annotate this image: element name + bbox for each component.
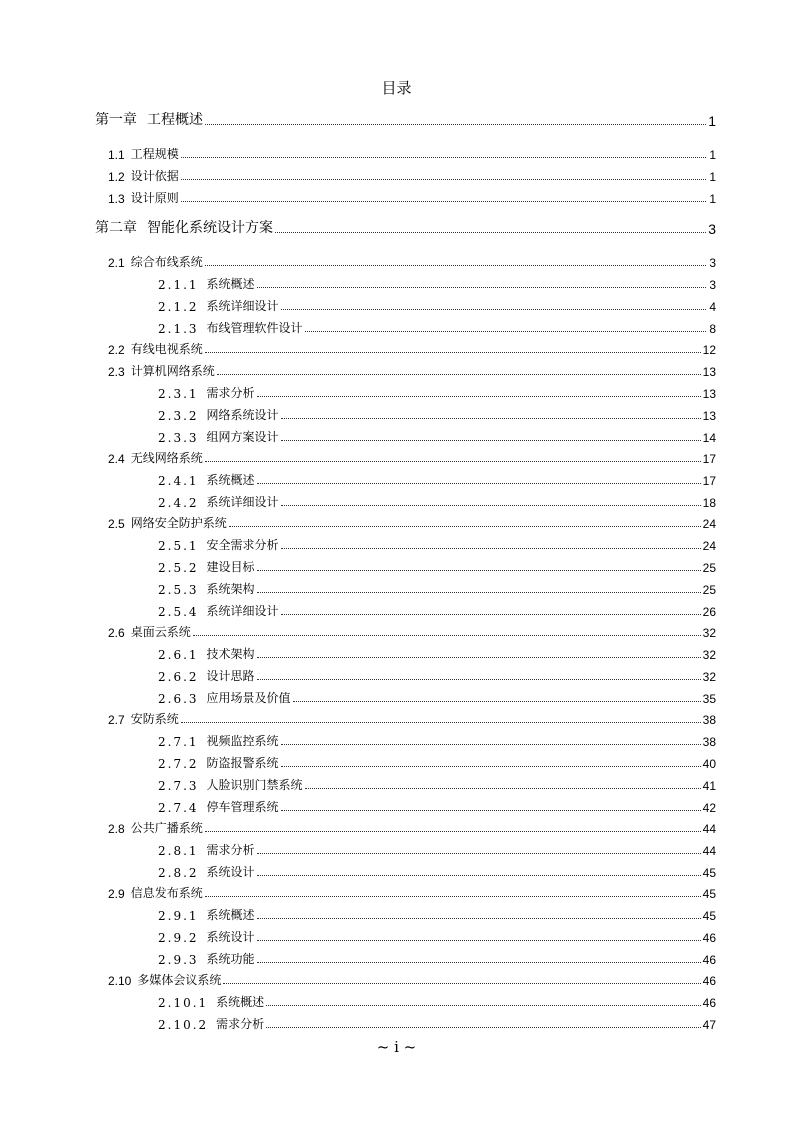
toc-entry-text: 网络安全防护系统 (130, 516, 227, 530)
toc-entry[interactable] (158, 533, 716, 553)
toc-entry-number: 2.6.3 (158, 692, 199, 706)
toc-entry-text: 系统架构 (206, 582, 255, 596)
toc-entry[interactable] (158, 990, 716, 1010)
toc-entry-text: 需求分析 (206, 843, 255, 857)
toc-entry-number: 2.5 (108, 517, 125, 531)
toc-entry[interactable] (108, 446, 716, 466)
toc-entry-label (158, 493, 279, 510)
toc-dot-leader (281, 547, 701, 549)
toc-entry[interactable] (158, 903, 716, 923)
toc-entry-page: 13 (702, 409, 716, 423)
toc-entry[interactable] (108, 186, 716, 206)
toc-entry[interactable] (158, 468, 716, 488)
toc-entry[interactable] (158, 773, 716, 793)
toc-entry-page: 45 (702, 909, 716, 923)
toc-entry[interactable] (108, 337, 716, 357)
page-number-footer: ~ i ~ (376, 1038, 417, 1056)
toc-entry[interactable] (108, 250, 716, 270)
toc-entry[interactable] (158, 1012, 716, 1032)
toc-entry-page: 46 (702, 996, 716, 1010)
toc-entry-text: 设计原则 (130, 191, 179, 205)
toc-entry-text: 设计依据 (130, 169, 179, 183)
toc-entry-text: 系统详细设计 (206, 495, 279, 509)
toc-dot-leader (266, 1004, 700, 1006)
toc-entry-number: 2.4 (108, 452, 125, 466)
toc-entry-number: 2.8 (108, 822, 125, 836)
toc-entry-text: 需求分析 (206, 386, 255, 400)
toc-dot-leader (205, 123, 706, 125)
toc-entry-number: 2.6 (108, 626, 125, 640)
toc-dot-leader (205, 460, 701, 462)
toc-entry-page: 26 (702, 605, 716, 619)
toc-entry[interactable] (158, 599, 716, 619)
toc-entry-number: 2.4.1 (158, 474, 199, 488)
toc-entry-text: 综合布线系统 (130, 255, 203, 269)
toc-entry-text: 建设目标 (206, 560, 255, 574)
toc-entry-number: 2.4.2 (158, 496, 199, 510)
toc-entry-page: 46 (702, 974, 716, 988)
toc-entry-text: 视频监控系统 (206, 734, 279, 748)
toc-entry-label (108, 710, 179, 727)
toc-entry[interactable] (108, 142, 716, 162)
toc-dot-leader (266, 1026, 700, 1028)
toc-entry-page: 3 (708, 221, 716, 237)
toc-entry-text: 安防系统 (130, 712, 179, 726)
toc-dot-leader (181, 178, 706, 180)
toc-dot-leader (257, 678, 701, 680)
toc-entry-text: 安全需求分析 (206, 538, 279, 552)
toc-dot-leader (257, 852, 701, 854)
toc-entry-label (158, 667, 255, 684)
toc-dot-leader (257, 395, 701, 397)
toc-dot-leader (181, 200, 706, 202)
toc-entry[interactable] (158, 838, 716, 858)
toc-dot-leader (281, 613, 701, 615)
toc-entry-page: 3 (709, 278, 716, 292)
toc-entry-label (158, 406, 279, 423)
toc-dot-leader (205, 351, 701, 353)
toc-entry-text: 系统详细设计 (206, 604, 279, 618)
toc-entry-page: 32 (702, 648, 716, 662)
toc-entry-label (95, 109, 203, 129)
toc-entry-number: 2.7.1 (158, 735, 199, 749)
toc-entry-number: 2.5.4 (158, 605, 199, 619)
toc-entry-text: 组网方案设计 (206, 430, 279, 444)
toc-entry-text: 多媒体会议系统 (137, 973, 222, 987)
toc-entry-text: 有线电视系统 (130, 342, 203, 356)
toc-entry-page: 13 (702, 365, 716, 379)
toc-entry-label (108, 623, 191, 640)
toc-entry[interactable] (158, 316, 716, 336)
toc-dot-leader (257, 482, 701, 484)
toc-dot-leader (257, 569, 701, 571)
toc-entry[interactable] (158, 860, 716, 880)
toc-entry-number: 2.7.2 (158, 757, 199, 771)
toc-entry-number: 2.8.2 (158, 866, 199, 880)
toc-entry-number: 2.1 (108, 256, 125, 270)
toc-entry-number: 2.9.3 (158, 953, 199, 967)
toc-dot-leader (205, 895, 701, 897)
toc-entry-number: 2.5.1 (158, 539, 199, 553)
toc-dot-leader (281, 809, 701, 811)
toc-entry-text: 应用场景及价值 (206, 691, 291, 705)
toc-entry-page: 46 (702, 931, 716, 945)
toc-entry-label (108, 819, 203, 836)
toc-entry-page: 1 (709, 148, 716, 162)
toc-entry[interactable] (158, 555, 716, 575)
toc-entry[interactable] (158, 729, 716, 749)
toc-entry-text: 系统设计 (206, 865, 255, 879)
toc-entry-label (108, 362, 215, 379)
toc-entry-label (108, 971, 221, 988)
toc-entry-number: 2.6.2 (158, 670, 199, 684)
toc-dot-leader (257, 939, 701, 941)
toc-entry-number: 2.8.1 (158, 844, 199, 858)
toc-entry-number: 2.6.1 (158, 648, 199, 662)
toc-entry[interactable] (158, 272, 716, 292)
toc-dot-leader (205, 830, 701, 832)
toc-entry-label (158, 754, 279, 771)
toc-entry-page: 44 (702, 822, 716, 836)
toc-entry[interactable] (158, 294, 716, 314)
toc-dot-leader (305, 330, 706, 332)
toc-entry-text: 需求分析 (216, 1017, 265, 1031)
toc-entry-text: 停车管理系统 (206, 800, 279, 814)
toc-entry-label (158, 297, 279, 314)
toc-entry[interactable] (158, 686, 716, 706)
toc-entry-text: 技术架构 (206, 647, 255, 661)
toc-entry[interactable] (108, 359, 716, 379)
toc-entry-text: 系统概述 (206, 473, 255, 487)
toc-entry-text: 计算机网络系统 (130, 364, 215, 378)
toc-entry-page: 25 (702, 561, 716, 575)
toc-entry[interactable] (108, 707, 716, 727)
toc-entry-number: 2.2 (108, 343, 125, 357)
toc-entry-number: 第一章 (95, 112, 137, 128)
toc-entry-number: 2.5.2 (158, 561, 199, 575)
toc-entry-label (108, 449, 203, 466)
toc-entry-label (158, 602, 279, 619)
toc-entry-text: 系统功能 (206, 952, 255, 966)
toc-entry-page: 1 (708, 113, 716, 129)
toc-entry[interactable] (108, 881, 716, 901)
toc-entry-page: 17 (702, 452, 716, 466)
toc-dot-leader (281, 439, 701, 441)
toc-dot-leader (257, 874, 701, 876)
toc-entry-label (95, 217, 273, 237)
toc-entry-label (108, 189, 179, 206)
toc-entry-page: 32 (702, 670, 716, 684)
toc-entry-label (158, 689, 291, 706)
toc-entry-text: 系统概述 (206, 908, 255, 922)
toc-entry-text: 智能化系统设计方案 (147, 220, 273, 236)
toc-entry-number: 2.7 (108, 713, 125, 727)
toc-entry[interactable] (158, 490, 716, 510)
toc-entry-label (108, 145, 179, 162)
toc-entry-page: 18 (702, 496, 716, 510)
toc-entry-page: 24 (702, 517, 716, 531)
toc-entry-number: 2.3.1 (158, 387, 199, 401)
toc-entry[interactable] (158, 577, 716, 597)
toc-entry-label (158, 928, 255, 945)
toc-entry[interactable] (158, 381, 716, 401)
toc-entry-text: 防盗报警系统 (206, 756, 279, 770)
toc-entry-text: 无线网络系统 (130, 451, 203, 465)
toc-entry-label (158, 993, 264, 1010)
toc-entry-label (158, 471, 255, 488)
toc-entry-label (108, 340, 203, 357)
toc-entry-label (158, 536, 279, 553)
toc-entry-number: 2.7.4 (158, 801, 199, 815)
toc-entry-number: 1.3 (108, 192, 125, 206)
toc-entry-number: 2.5.3 (158, 583, 199, 597)
toc-entry-number: 2.3.2 (158, 409, 199, 423)
toc-entry-label (158, 558, 255, 575)
toc-dot-leader (305, 787, 701, 789)
toc-entry-page: 46 (702, 953, 716, 967)
toc-entry-page: 38 (702, 735, 716, 749)
toc-entry-page: 38 (702, 713, 716, 727)
toc-entry-text: 人脸识别门禁系统 (206, 778, 303, 792)
toc-entry-page: 3 (709, 256, 716, 270)
toc-entry-label (108, 514, 227, 531)
toc-entry-number: 2.10 (108, 974, 132, 988)
toc-dot-leader (257, 656, 701, 658)
toc-dot-leader (217, 373, 701, 375)
toc-entry[interactable] (158, 642, 716, 662)
toc-entry-page: 1 (709, 192, 716, 206)
toc-entry-page: 24 (702, 539, 716, 553)
toc-entry[interactable] (108, 620, 716, 640)
toc-entry-page: 42 (702, 801, 716, 815)
toc-entry-text: 系统设计 (206, 930, 255, 944)
toc-entry-page: 40 (702, 757, 716, 771)
toc-entry-label (158, 863, 255, 880)
toc-dot-leader (293, 700, 701, 702)
toc-entry[interactable] (158, 403, 716, 423)
toc-entry-number: 2.1.2 (158, 300, 199, 314)
toc-entry-text: 工程规模 (130, 147, 179, 161)
toc-entry-number: 2.9.2 (158, 931, 199, 945)
toc-entry-label (108, 167, 179, 184)
toc-entry-number: 2.9 (108, 887, 125, 901)
toc-dot-leader (181, 721, 701, 723)
toc-entry-page: 35 (702, 692, 716, 706)
toc-entry[interactable] (158, 664, 716, 684)
toc-entry-label (158, 319, 303, 336)
toc-entry-page: 45 (702, 866, 716, 880)
toc-entry-number: 2.7.3 (158, 779, 199, 793)
toc-entry[interactable] (158, 751, 716, 771)
toc-dot-leader (257, 917, 701, 919)
toc-dot-leader (257, 961, 701, 963)
toc-entry-page: 8 (709, 322, 716, 336)
toc-entry-text: 布线管理软件设计 (206, 321, 303, 335)
toc-entry-label (158, 798, 279, 815)
toc-entry-page: 17 (702, 474, 716, 488)
toc-entry-number: 2.3 (108, 365, 125, 379)
toc-entry-label (158, 776, 303, 793)
toc-dot-leader (205, 264, 706, 266)
toc-entry-number: 2.3.3 (158, 431, 199, 445)
toc-dot-leader (281, 417, 701, 419)
toc-entry-page: 25 (702, 583, 716, 597)
toc-entry-number: 2.10.2 (158, 1018, 209, 1032)
toc-dot-leader (281, 743, 701, 745)
toc-dot-leader (281, 504, 701, 506)
toc-dot-leader (281, 308, 706, 310)
toc-entry-label (158, 645, 255, 662)
toc-entry[interactable] (158, 947, 716, 967)
toc-dot-leader (193, 634, 701, 636)
toc-dot-leader (281, 765, 701, 767)
toc-entry[interactable] (158, 795, 716, 815)
toc-entry-page: 47 (702, 1018, 716, 1032)
toc-entry-text: 信息发布系统 (130, 886, 203, 900)
toc-entry-page: 41 (702, 779, 716, 793)
toc-entry[interactable] (108, 164, 716, 184)
toc-entry-label (158, 1015, 264, 1032)
toc-entry-page: 32 (702, 626, 716, 640)
toc-entry-label (158, 428, 279, 445)
toc-entry[interactable] (95, 215, 716, 237)
toc-dot-leader (229, 525, 701, 527)
toc-entry[interactable] (108, 511, 716, 531)
toc-entry-text: 网络系统设计 (206, 408, 279, 422)
toc-entry-page: 44 (702, 844, 716, 858)
toc-title: 目录 (381, 79, 412, 97)
toc-entry-number: 2.1.1 (158, 278, 199, 292)
toc-entry-label (158, 275, 255, 292)
toc-dot-leader (181, 156, 706, 158)
toc-entry-label (158, 906, 255, 923)
toc-entry[interactable] (158, 425, 716, 445)
toc-entry-text: 桌面云系统 (130, 625, 191, 639)
toc-entry-number: 2.9.1 (158, 909, 199, 923)
toc-entry-text: 设计思路 (206, 669, 255, 683)
toc-entry[interactable] (95, 107, 716, 129)
toc-entry-text: 系统概述 (216, 995, 265, 1009)
toc-entry-text: 工程概述 (147, 112, 203, 128)
toc-entry-label (158, 732, 279, 749)
toc-entry[interactable] (108, 968, 716, 988)
toc-entry-label (158, 841, 255, 858)
toc-entry[interactable] (158, 925, 716, 945)
toc-dot-leader (223, 982, 700, 984)
toc-entry-page: 45 (702, 887, 716, 901)
toc-entry-text: 系统概述 (206, 277, 255, 291)
toc-entry-number: 2.1.3 (158, 322, 199, 336)
toc-entry-page: 4 (709, 300, 716, 314)
toc-entry-label (158, 384, 255, 401)
toc-dot-leader (257, 591, 701, 593)
toc-entry-label (158, 950, 255, 967)
toc-entry-number: 1.2 (108, 170, 125, 184)
toc-entry-label (158, 580, 255, 597)
toc-entry-number: 2.10.1 (158, 996, 209, 1010)
toc-dot-leader (257, 286, 706, 288)
toc-entry-label (108, 253, 203, 270)
toc-entry-number: 1.1 (108, 148, 125, 162)
toc-entry-text: 公共广播系统 (130, 821, 203, 835)
toc-entry-page: 1 (709, 170, 716, 184)
toc-entry-text: 系统详细设计 (206, 299, 279, 313)
toc-entry-label (108, 884, 203, 901)
toc-dot-leader (275, 231, 706, 233)
toc-entry[interactable] (108, 816, 716, 836)
toc-entry-page: 13 (702, 387, 716, 401)
toc-entry-page: 12 (702, 343, 716, 357)
toc-entry-page: 14 (702, 431, 716, 445)
toc-entry-number: 第二章 (95, 220, 137, 236)
